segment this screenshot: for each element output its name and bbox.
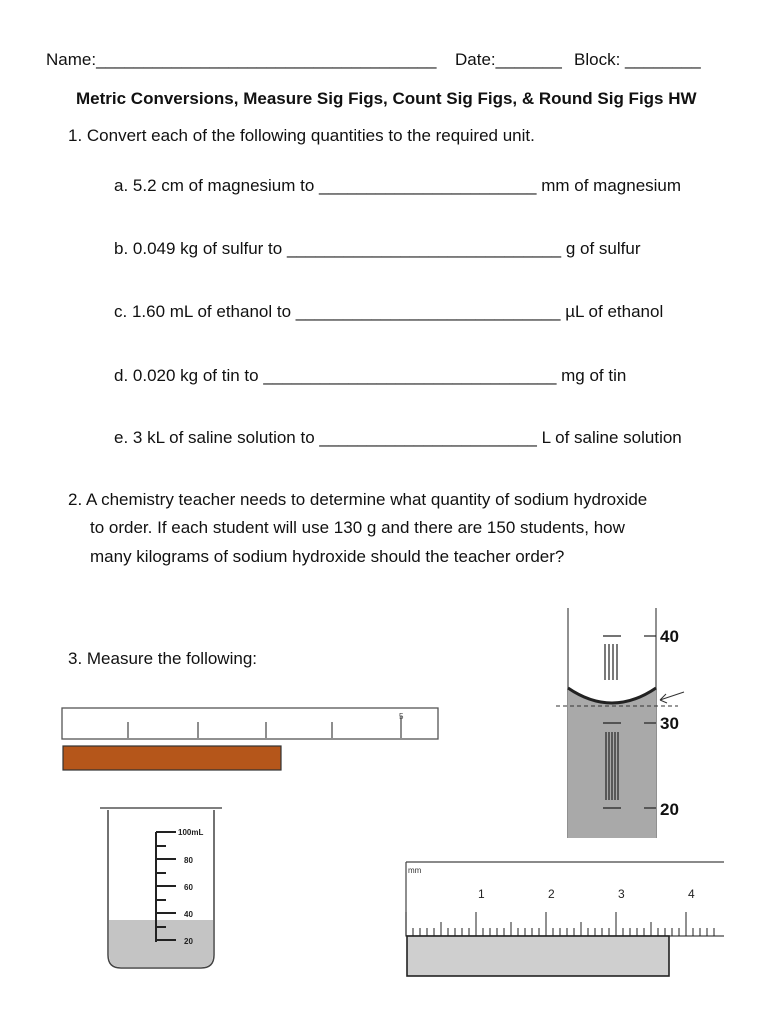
question-3-prompt: 3. Measure the following: <box>68 649 257 668</box>
cylinder-label-20: 20 <box>660 800 679 819</box>
q1-item-e: e. 3 kL of saline solution to _______________________ L of saline solution <box>114 428 682 447</box>
block-field-label: Block: ________ <box>574 50 701 69</box>
cylinder-label-30: 30 <box>660 714 679 733</box>
measured-gray-block <box>407 936 669 976</box>
question-2-line-2: to order. If each student will use 130 g and there are 150 students, how <box>90 518 625 537</box>
beaker-figure <box>96 800 231 975</box>
q1-item-d: d. 0.020 kg of tin to _______________________________ mg of tin <box>114 366 627 385</box>
question-2-line-3: many kilograms of sodium hydroxide should the teacher order? <box>90 547 565 566</box>
name-field-label: Name:____________________________________ <box>46 50 437 69</box>
worksheet-title: Metric Conversions, Measure Sig Figs, Count Sig Figs, & Round Sig Figs HW <box>76 89 697 108</box>
measured-bar <box>63 746 281 770</box>
mm-ruler-label-4: 4 <box>688 887 695 901</box>
ruler-with-bar-figure <box>58 700 443 775</box>
mm-ruler-label-2: 2 <box>548 887 555 901</box>
beaker-label-40: 40 <box>184 910 193 919</box>
beaker-label-20: 20 <box>184 937 193 946</box>
mm-ruler-label-1: 1 <box>478 887 485 901</box>
mm-ruler-ticks <box>406 912 714 936</box>
q1-item-a: a. 5.2 cm of magnesium to _______________________ mm of magnesium <box>114 176 682 195</box>
mm-ruler-label-3: 3 <box>618 887 625 901</box>
cylinder-label-40: 40 <box>660 627 679 646</box>
q1-item-b: b. 0.049 kg of sulfur to _____________________________ g of sulfur <box>114 239 641 258</box>
graduated-cylinder-figure <box>548 608 698 838</box>
ruler-tick-label: 5 <box>399 712 404 721</box>
question-2-line-1: 2. A chemistry teacher needs to determine what quantity of sodium hydroxide <box>68 490 648 509</box>
question-1-prompt: 1. Convert each of the following quantities to the required unit. <box>68 126 535 145</box>
date-field-label: Date:_______ <box>455 50 562 69</box>
q1-item-c: c. 1.60 mL of ethanol to ____________________________ µL of ethanol <box>114 302 664 321</box>
ruler-unit-label: mm <box>408 866 422 875</box>
ruler-body <box>62 708 438 739</box>
mm-ruler-figure <box>402 858 724 980</box>
beaker-label-100ml: 100mL <box>178 828 204 837</box>
beaker-label-80: 80 <box>184 856 193 865</box>
beaker-label-60: 60 <box>184 883 193 892</box>
